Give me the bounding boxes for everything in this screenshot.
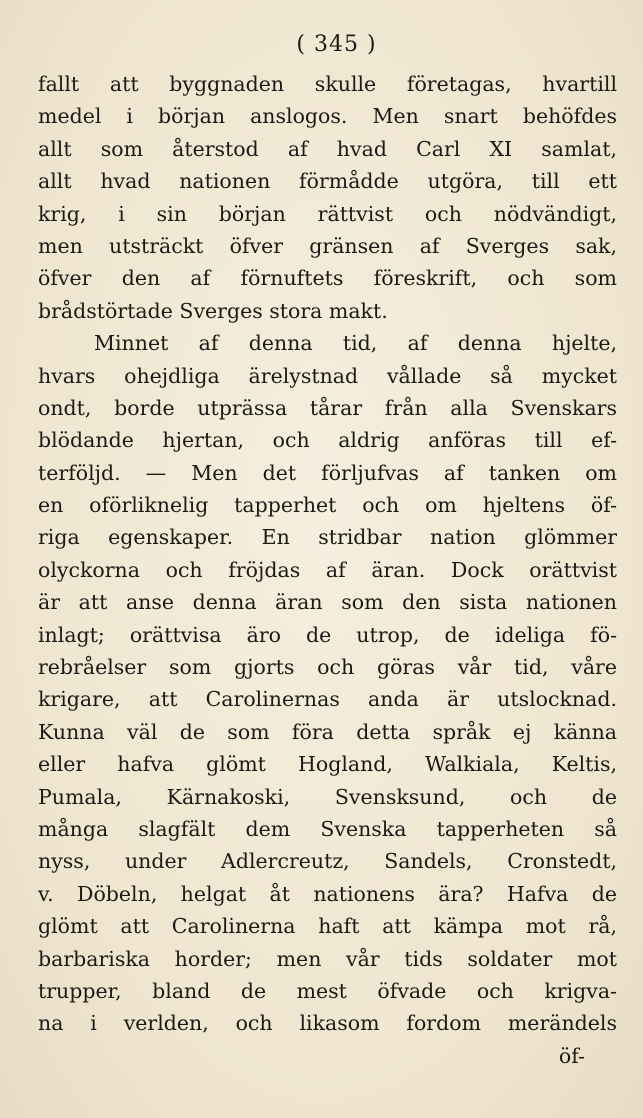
text-line: fallt att byggnaden skulle företagas, hvartill bbox=[38, 72, 617, 96]
text-line: nyss, under Adlercreutz, Sandels, Cronstedt, bbox=[38, 849, 617, 874]
text-line: Kunna väl de som föra detta språk ej känna bbox=[38, 719, 617, 744]
text-line: blödande hjertan, och aldrig anföras till ef- bbox=[38, 428, 617, 453]
text-line: riga egenskaper. En stridbar nation glömmer bbox=[38, 525, 617, 550]
text-line: rebråelser som gjorts och göras vår tid, våre bbox=[38, 655, 617, 680]
text-line: olyckorna och fröjdas af äran. Dock orättvist bbox=[38, 557, 617, 582]
text-line: brådstörtade Sverges stora makt. bbox=[38, 298, 388, 323]
text-line: allt hvad nationen förmådde utgöra, till ett bbox=[38, 169, 617, 194]
text-line: glömt att Carolinerna haft att kämpa mot rå, bbox=[38, 914, 617, 939]
text-line: krigare, att Carolinernas anda är utslocknad. bbox=[38, 687, 617, 712]
page-number: ( 345 ) bbox=[296, 32, 377, 57]
text-line: barbariska horder; men vår tids soldater mot bbox=[38, 946, 617, 971]
text-line: ondt, borde utprässa tårar från alla Svenskars bbox=[38, 395, 617, 420]
text-line: na i verlden, och likasom fordom merändels bbox=[38, 1011, 617, 1036]
text-line: terföljd. — Men det förljufvas af tanken om bbox=[38, 460, 617, 485]
text-line: eller hafva glömt Hogland, Walkiala, Keltis, bbox=[38, 752, 617, 777]
text-line: en oförliknelig tapperhet och om hjeltens öf- bbox=[38, 493, 617, 518]
text-line: medel i början anslogos. Men snart behöfdes bbox=[38, 104, 617, 129]
text-line: allt som återstod af hvad Carl XI samlat, bbox=[38, 136, 617, 161]
catchword: öf- bbox=[558, 1043, 585, 1068]
text-line: hvars ohejdliga ärelystnad vållade så mycket bbox=[38, 363, 617, 388]
text-line: trupper, bland de mest öfvade och krigva- bbox=[38, 978, 617, 1003]
text-line: är att anse denna äran som den sista nationen bbox=[38, 590, 617, 615]
text-line: men utsträckt öfver gränsen af Sverges sak, bbox=[38, 233, 617, 258]
text-line: öfver den af förnuftets föreskrift, och som bbox=[38, 266, 617, 291]
paragraph-first-line: Minnet af denna tid, af denna hjelte, bbox=[94, 331, 617, 356]
text-line: Pumala, Kärnakoski, Svensksund, och de bbox=[38, 784, 617, 809]
text-line: inlagt; orättvisa äro de utrop, de ideliga fö- bbox=[38, 622, 617, 647]
text-line: många slagfält dem Svenska tapperheten så bbox=[38, 816, 617, 841]
text-line: v. Döbeln, helgat åt nationens ära? Hafva de bbox=[38, 881, 617, 906]
text-line: krig, i sin början rättvist och nödvändigt, bbox=[38, 201, 617, 226]
